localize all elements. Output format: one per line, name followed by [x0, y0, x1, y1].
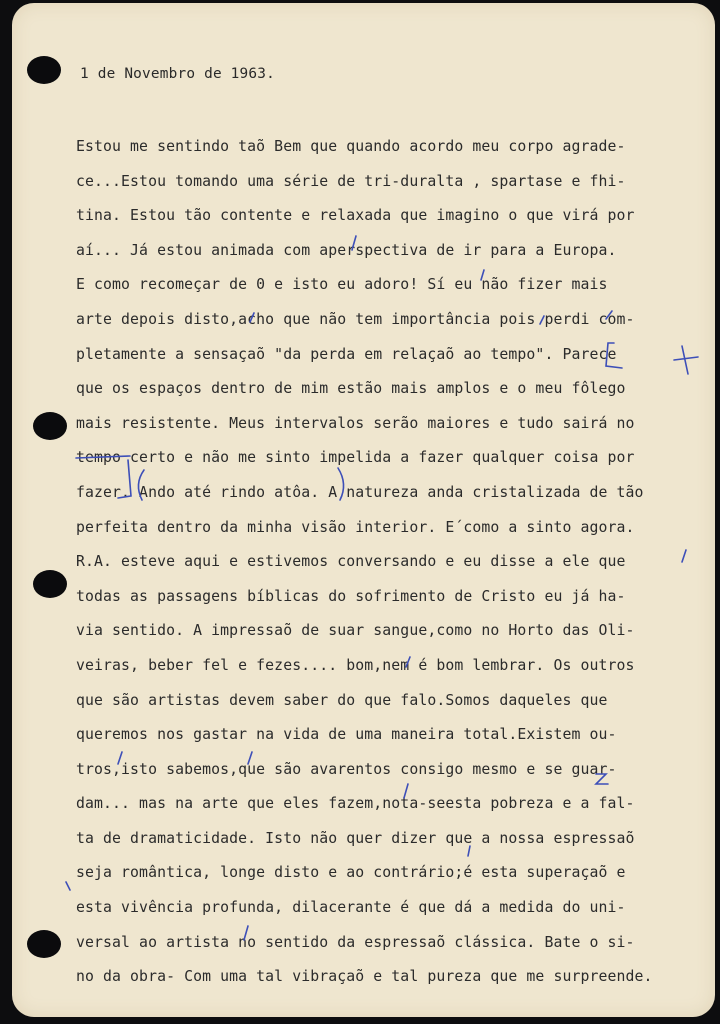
- text-line: no da obra- Com uma tal vibraçaõ e tal pureza que me surpreende.: [76, 968, 653, 986]
- text-line: via sentido. A impressaõ de suar sangue,como no Horto das Oli-: [76, 622, 635, 640]
- text-line: seja romântica, longe disto e ao contrário;é esta superaçaõ e: [76, 864, 626, 882]
- text-line: esta vivência profunda, dilacerante é que dá a medida do uni-: [76, 899, 626, 917]
- text-line: todas as passagens bíblicas do sofrimento de Cristo eu já ha-: [76, 587, 626, 605]
- text-line: tros,isto sabemos,que são avarentos consigo mesmo e se guar-: [76, 760, 617, 778]
- text-line: Estou me sentindo taõ Bem que quando acordo meu corpo agrade-: [76, 138, 626, 155]
- document-date: 1 de Novembro de 1963.: [80, 66, 276, 82]
- text-line: perfeita dentro da minha visão interior. E´como a sinto agora.: [76, 518, 635, 536]
- text-line: mais resistente. Meus intervalos serão maiores e tudo sairá no: [76, 414, 635, 432]
- text-line: E como recomeçar de 0 e isto eu adoro! Sí eu não fizer mais: [76, 276, 608, 294]
- binder-hole-3: [33, 570, 67, 598]
- binder-hole-1: [27, 56, 61, 84]
- text-line: dam... mas na arte que eles fazem,nota-seesta pobreza e a fal-: [76, 795, 635, 813]
- text-line: veiras, beber fel e fezes.... bom,nem é bom lembrar. Os outros: [76, 656, 635, 674]
- text-line: ce...Estou tomando uma série de tri-duralta , spartase e fhi-: [76, 172, 626, 190]
- text-line: que os espaços dentro de mim estão mais amplos e o meu fôlego: [76, 380, 626, 398]
- text-line: pletamente a sensaçaõ "da perda em relaçaõ ao tempo". Parece: [76, 345, 617, 363]
- binder-hole-2: [33, 412, 67, 440]
- text-line: arte depois disto,acho que não tem importância pois perdi com-: [76, 310, 635, 328]
- text-line: aí... Já estou animada com aperspectiva de ir para a Europa.: [76, 241, 617, 259]
- binder-hole-4: [27, 930, 61, 958]
- text-line: versal ao artista no sentido da espressaõ clássica. Bate o si-: [76, 933, 635, 951]
- text-line: ta de dramaticidade. Isto não quer dizer que a nossa espressaõ: [76, 829, 635, 847]
- text-line: fazer. Ando até rindo atôa. A natureza anda cristalizada de tão: [76, 483, 644, 501]
- document-body: [76, 130, 712, 995]
- text-line: tempo certo e não me sinto impelida a fazer qualquer coisa por: [76, 449, 635, 467]
- text-line: R.A. esteve aqui e estivemos conversando e eu disse a ele que: [76, 553, 626, 571]
- text-line: que são artistas devem saber do que falo.Somos daqueles que: [76, 691, 608, 709]
- text-line: tina. Estou tão contente e relaxada que imagino o que virá por: [76, 207, 635, 225]
- text-line: queremos nos gastar na vida de uma maneira total.Existem ou-: [76, 726, 617, 744]
